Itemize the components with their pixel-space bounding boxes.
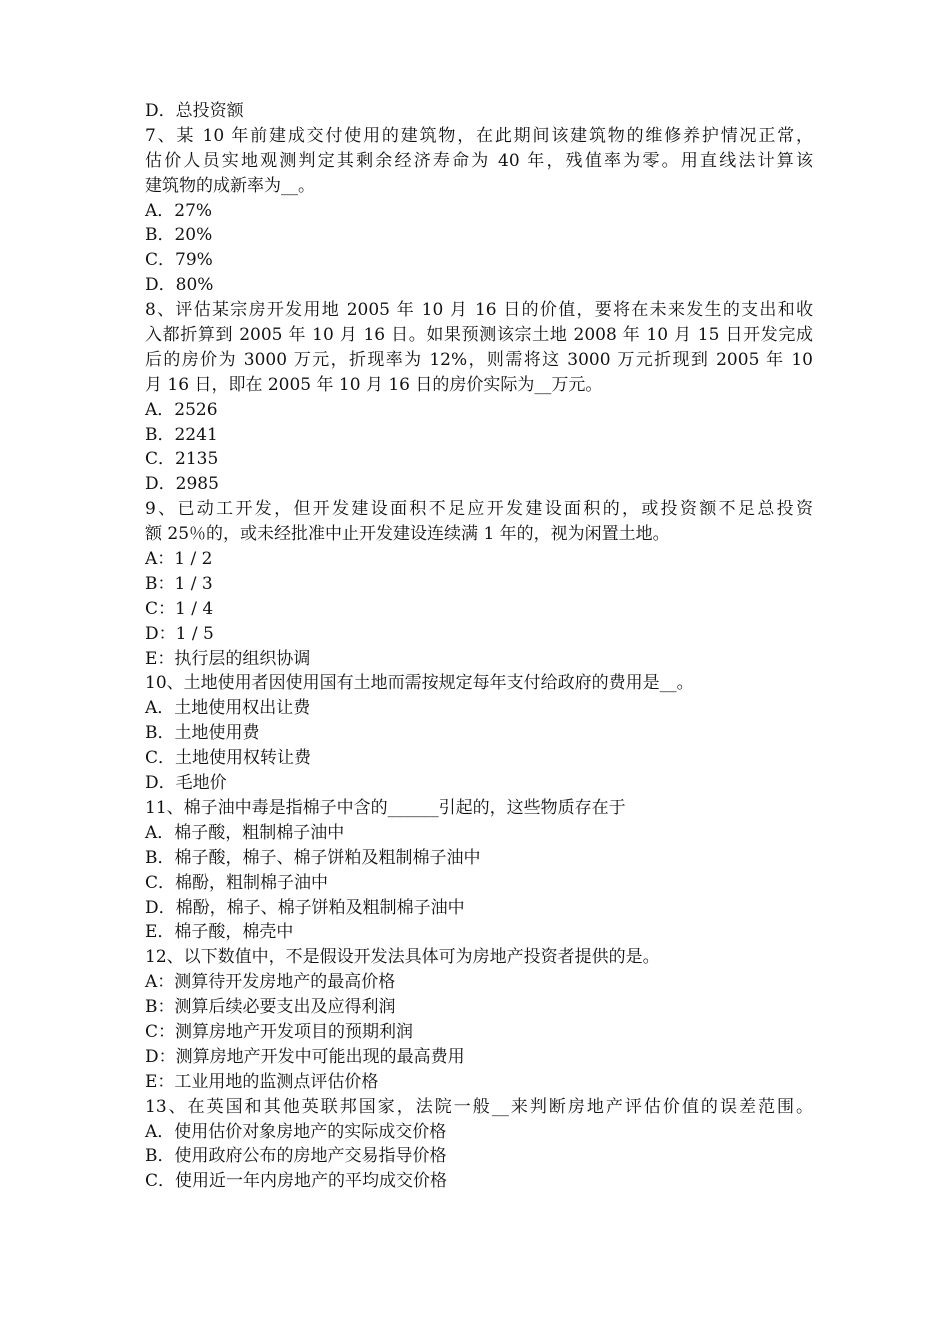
text-line: B．棉子酸，棉子、棉子饼粕及粗制棉子油中 — [145, 847, 481, 868]
text-line: B：测算后续必要支出及应得利润 — [145, 997, 396, 1018]
text-line: 10、土地使用者因使用国有土地而需按规定每年支付给政府的费用是__。 — [145, 673, 694, 694]
text-line: C：1 / 4 — [145, 598, 214, 619]
text-line: C．使用近一年内房地产的平均成交价格 — [145, 1171, 448, 1192]
text-line: D．80% — [145, 275, 214, 296]
text-line: C．2135 — [145, 449, 219, 470]
text-line: E：执行层的组织协调 — [145, 648, 311, 669]
text-line: D：1 / 5 — [145, 623, 214, 644]
text-line: B．2241 — [145, 424, 218, 445]
text-line: 8、评估某宗房开发用地 2005 年 10 月 16 日的价值，要将在未来发生的支出和收 — [145, 300, 813, 321]
text-line: C．棉酚，粗制棉子油中 — [145, 872, 329, 893]
text-line: C．79% — [145, 250, 213, 271]
text-line: B．20% — [145, 225, 213, 246]
text-line: A：1 / 2 — [145, 549, 213, 570]
text-line: B．使用政府公布的房地产交易指导价格 — [145, 1146, 447, 1167]
text-line: 7、某 10 年前建成交付使用的建筑物，在此期间该建筑物的维修养护情况正常， — [145, 125, 813, 146]
text-line: 估价人员实地观测判定其剩余经济寿命为 40 年，残值率为零。用直线法计算该 — [145, 150, 813, 171]
text-line: E：工业用地的监测点评估价格 — [145, 1071, 379, 1092]
text-line: A．2526 — [145, 399, 218, 420]
text-line: D．总投资额 — [145, 101, 244, 121]
text-line: B：1 / 3 — [145, 573, 213, 594]
text-line: A．27% — [145, 200, 213, 221]
text-line: A．棉子酸，粗制棉子油中 — [145, 822, 345, 843]
text-line: B．土地使用费 — [145, 723, 260, 744]
text-line: E．棉子酸，棉壳中 — [145, 922, 294, 943]
text-line: D．棉酚，棉子、棉子饼粕及粗制棉子油中 — [145, 897, 465, 918]
text-line: 9、已动工开发，但开发建设面积不足应开发建设面积的，或投资额不足总投资 — [145, 499, 813, 520]
text-line: 建筑物的成新率为__。 — [145, 175, 315, 196]
text-line: 11、棉子油中毒是指棉子中含的______引起的，这些物质存在于 — [145, 797, 626, 818]
text-line: D：测算房地产开发中可能出现的最高费用 — [145, 1046, 465, 1067]
text-line: D．毛地价 — [145, 773, 227, 794]
text-line: 13、在英国和其他英联邦国家，法院一般__来判断房地产评估价值的误差范围。 — [145, 1096, 813, 1117]
document-body — [145, 99, 813, 1194]
text-line: A．使用估价对象房地产的实际成交价格 — [145, 1121, 447, 1142]
text-line: C：测算房地产开发项目的预期利润 — [145, 1021, 414, 1042]
text-line: 入都折算到 2005 年 10 月 16 日。如果预测该宗土地 2008 年 10 月 15 日开发完成 — [145, 325, 813, 346]
text-line: A：测算待开发房地产的最高价格 — [145, 972, 396, 993]
text-line: 12、以下数值中，不是假设开发法具体可为房地产投资者提供的是。 — [145, 947, 660, 968]
text-line: 额 25％的，或未经批准中止开发建设连续满 1 年的，视为闲置土地。 — [145, 524, 670, 545]
text-line: 月 16 日，即在 2005 年 10 月 16 日的房价实际为__万元。 — [145, 374, 603, 395]
text-line: C．土地使用权转让费 — [145, 748, 312, 769]
text-line: 后的房价为 3000 万元，折现率为 12%，则需将这 3000 万元折现到 2005 年 10 — [145, 349, 813, 370]
text-line: A．土地使用权出让费 — [145, 698, 311, 719]
text-line: D．2985 — [145, 474, 219, 495]
